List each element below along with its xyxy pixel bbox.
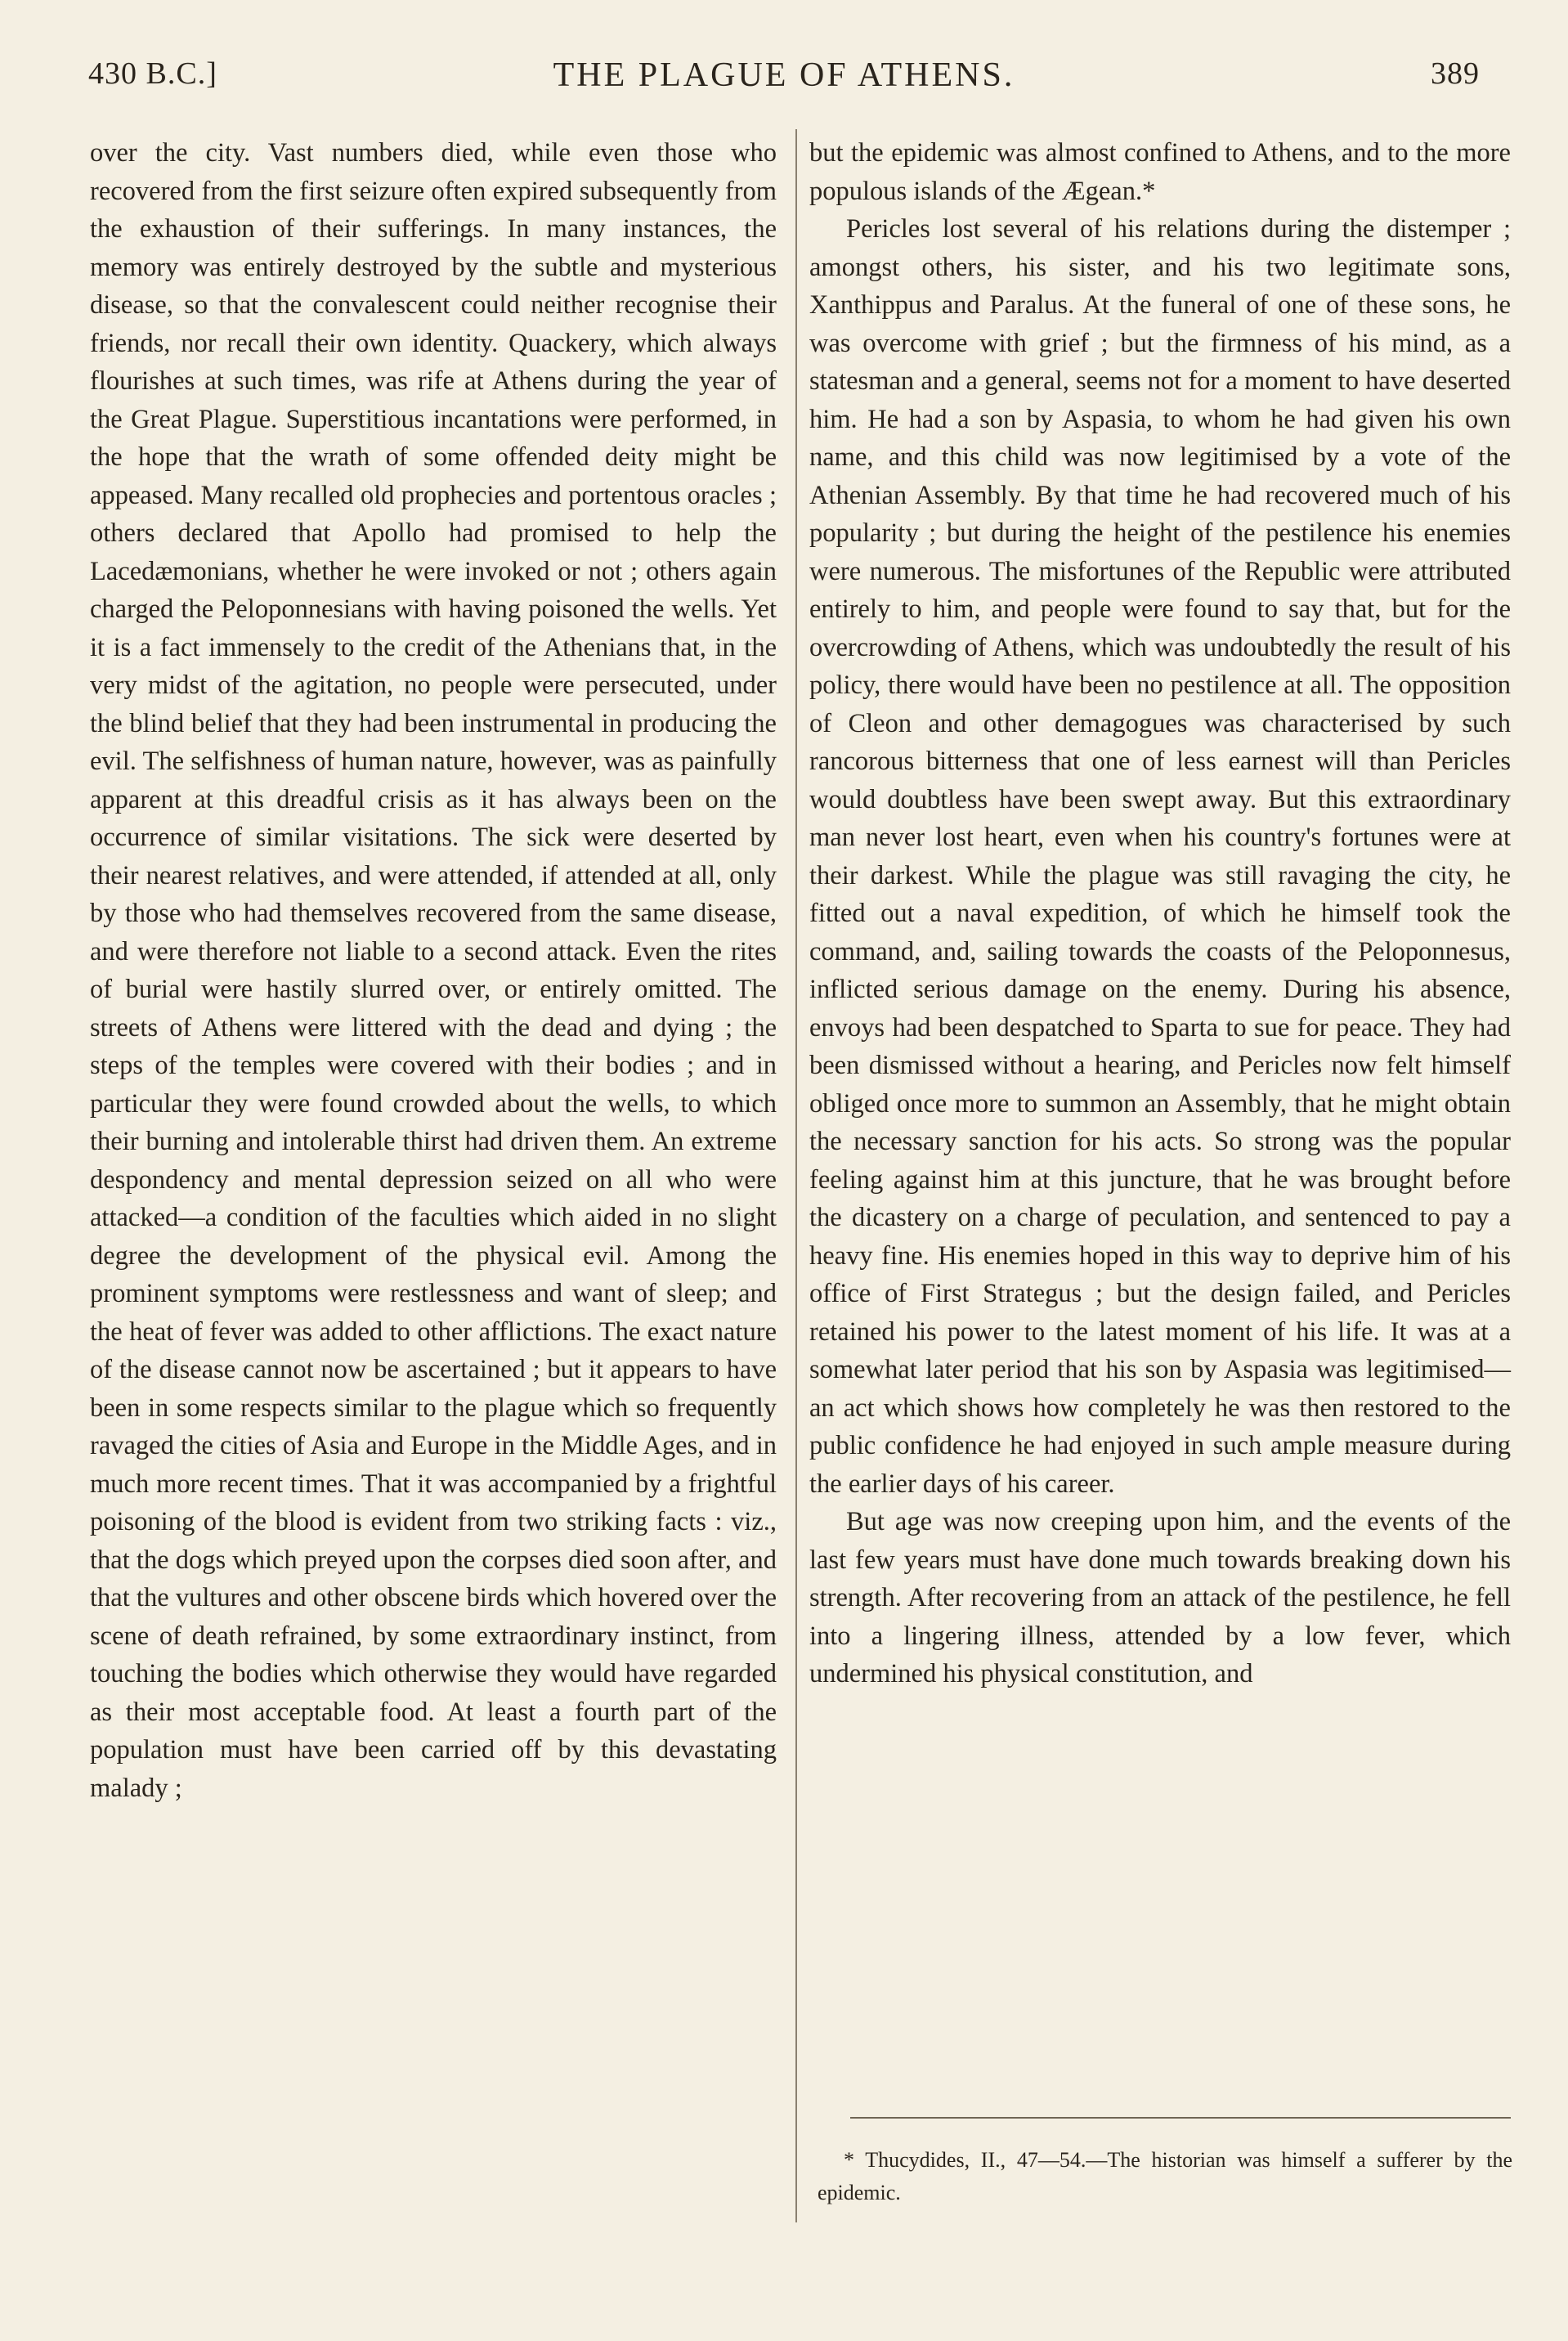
page-number: 389 [1431,56,1480,91]
right-column [809,134,1511,1693]
right-paragraph-2: Pericles lost several of his relations during the distemper ; amongst others, his sister, and his two legitimate sons, Xanthippus and Paralus. At the funeral of one of these sons, he was overcome with grief ; but the firmness of his mind, as a statesman and a general, seems not for a moment to have deserted him. He had a son by Aspasia, to whom he had given his own name, and this child was now legitimised by a vote of the Athenian Assembly. By that time he had recovered much of his popularity ; but during the height of the pestilence his enemies were numerous. The misfortunes of the Republic were attributed entirely to him, and people were found to say that, but for the overcrowding of Athens, which was undoubtedly the result of his policy, there would have been no pestilence at all. The opposition of Cleon and other demagogues was characterised by such rancorous bitterness that one of less earnest will than Pericles would doubtless have been swept away. But this extraordinary man never lost heart, even when his country's fortunes were at their darkest. While the plague was still ravaging the city, he fitted out a naval expedition, of which he himself took the command, and, sailing towards the coasts of the Peloponnesus, inflicted serious damage on the enemy. During his absence, envoys had been despatched to Sparta to sue for peace. They had been dismissed without a hearing, and Pericles now felt himself obliged once more to summon an Assembly, that he might obtain the necessary sanction for his acts. So strong was the popular feeling against him at this juncture, that he was brought before the dicastery on a charge of peculation, and sentenced to pay a heavy fine. His enemies hoped in this way to deprive him of his office of First Strategus ; but the design failed, and Pericles retained his power to the latest moment of his life. It was at a somewhat later period that his son by Aspasia was legitimised—an act which shows how completely he was then restored to the public confidence he had enjoyed in such ample measure during the earlier days of his career. [809,214,1511,1499]
footnote-divider [850,2117,1511,2119]
header-date: 430 B.C.] [88,56,217,91]
right-paragraph-3: But age was now creeping upon him, and the events of the last few years must have done much towards breaking down his strength. After recovering from an attack of the pestilence, he fell into a lingering illness, attended by a low fever, which undermined his physical constitution, and [809,1507,1511,1688]
left-column [90,134,777,1807]
right-paragraph-1: but the epidemic was almost confined to Athens, and to the more populous islands of the Ægean.* [809,138,1511,206]
column-divider [795,129,797,2222]
footnote: * Thucydides, II., 47—54.—The historian was himself a sufferer by the epidemic. [818,2148,1512,2204]
left-paragraph-1: over the city. Vast numbers died, while even those who recovered from the first seizure often expired subsequently from the exhaustion of their sufferings. In many instances, the memory was entirely destroyed by the subtle and mysterious disease, so that the convalescent could neither recognise their friends, nor recall their own identity. Quackery, which always flourishes at such times, was rife at Athens during the year of the Great Plague. Superstitious incantations were performed, in the hope that the wrath of some offended deity might be appeased. Many recalled old prophecies and portentous oracles ; others declared that Apollo had promised to help the Lacedæmonians, whether he were invoked or not ; others again charged the Peloponnesians with having poisoned the wells. Yet it is a fact immensely to the credit of the Athenians that, in the very midst of the agitation, no people were persecuted, under the blind belief that they had been instrumental in producing the evil. The selfishness of human nature, however, was as painfully apparent at this dreadful crisis as it has always been on the occurrence of similar visitations. The sick were deserted by their nearest relatives, and were attended, if attended at all, only by those who had themselves recovered from the same disease, and were therefore not liable to a second attack. Even the rites of burial were hastily slurred over, or entirely omitted. The streets of Athens were littered with the dead and dying ; the steps of the temples were covered with their bodies ; and in particular they were found crowded about the wells, to which their burning and intolerable thirst had driven them. An extreme despondency and mental depression seized on all who were attacked—a condition of the faculties which aided in no slight degree the development of the physical evil. Among the prominent symptoms were restlessness and want of sleep; and the heat of fever was added to other afflictions. The exact nature of the disease cannot now be ascertained ; but it appears to have been in some respects similar to the plague which so frequently ravaged the cities of Asia and Europe in the Middle Ages, and in much more recent times. That it was accompanied by a frightful poisoning of the blood is evident from two striking facts : viz., that the dogs which preyed upon the corpses died soon after, and that the vultures and other obscene birds which hovered over the scene of death refrained, by some extraordinary instinct, from touching the bodies which otherwise they would have regarded as their most acceptable food. At least a fourth part of the population must have been carried off by this devastating malady ; [90,138,777,1803]
header-title: THE PLAGUE OF ATHENS. [553,56,1015,94]
running-header [88,51,1480,100]
